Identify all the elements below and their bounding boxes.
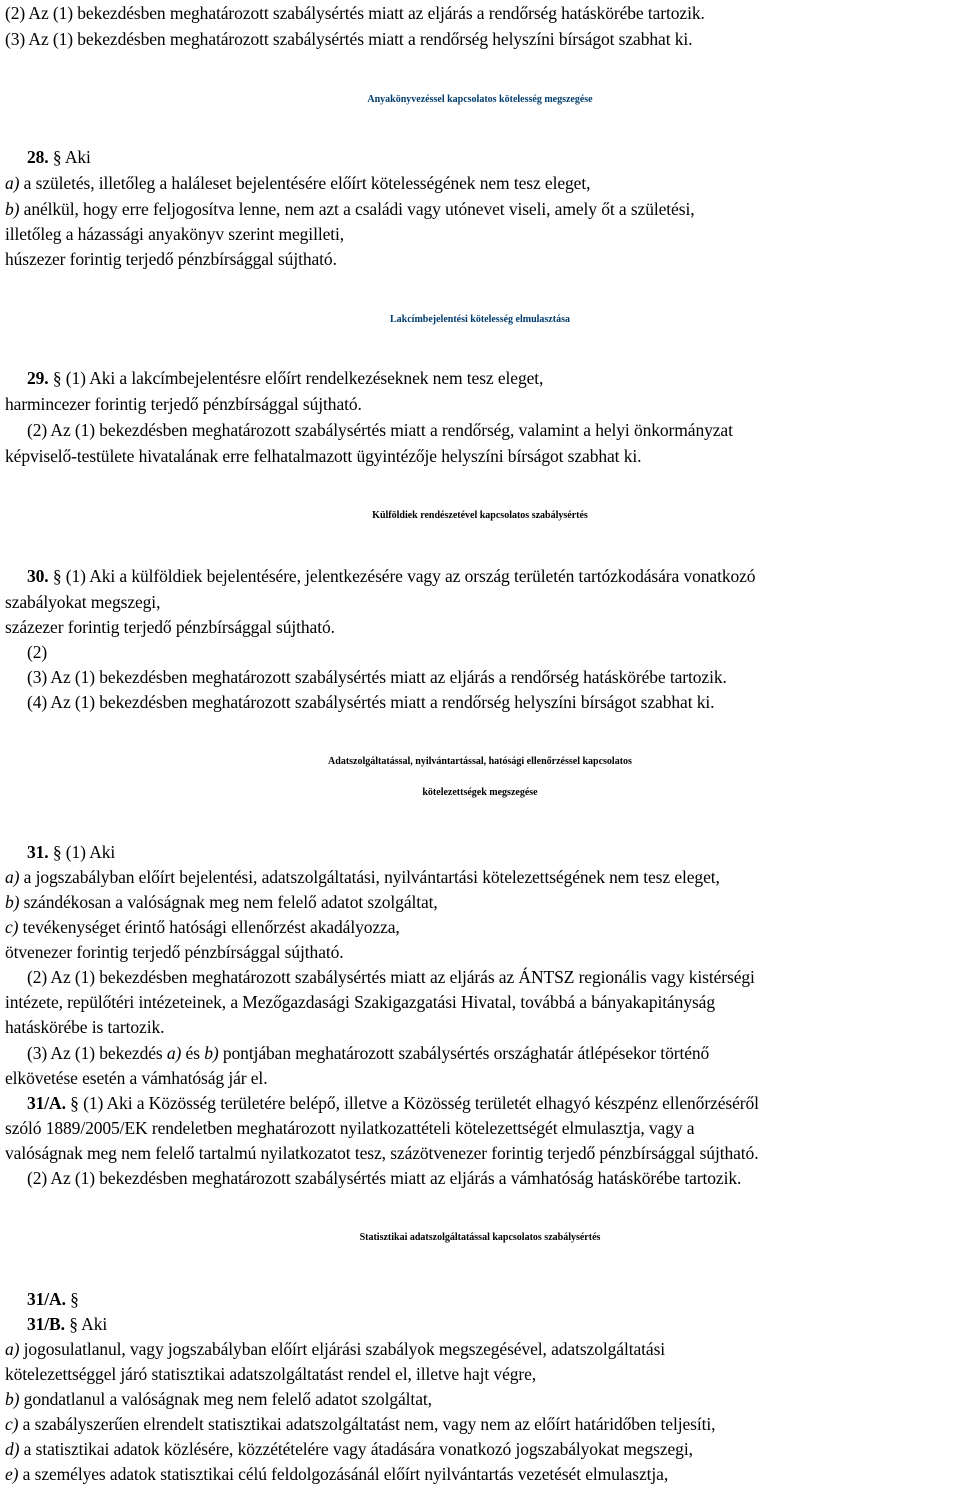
paragraph-line: (2) Az (1) bekezdésben meghatározott szabálysértés miatt az eljárás az ÁNTSZ regionális vagy kistérségi [27,967,755,987]
item-mark: b) [5,892,20,912]
section-31-line: 31. § (1) Aki [27,842,116,862]
section-heading-adatszolgaltatas: Adatszolgáltatással, nyilvántartással, hatósági ellenőrzéssel kapcsolatos [328,756,632,767]
list-item-a: a) a születés, illetőleg a haláleset bejelentésére előírt kötelességének nem tesz eleget, [5,173,591,193]
section-28-line: 28. § Aki [27,147,91,167]
paragraph-line: intézete, repülőtéri intézeteinek, a Mezőgazdasági Szakigazgatási Hivatal, továbbá a bányakapitányság [5,992,715,1012]
paragraph-line: ötvenezer forintig terjedő pénzbírsággal sújtható. [5,942,344,962]
paragraph-line: szabályokat megszegi, [5,592,161,612]
item-mark: a) [5,173,20,193]
list-item-b: b) gondatlanul a valóságnak meg nem felelő adatot szolgáltat, [5,1389,432,1409]
paragraph-line: (2) Az (1) bekezdésben meghatározott szabálysértés miatt az eljárás a rendőrség hatáskörébe tartozik. [5,3,705,23]
paragraph-line: képviselő-testülete hivatalának erre felhatalmazott ügyintézője helyszíni bírságot szabhat ki. [5,446,642,466]
list-item-e: e) a személyes adatok statisztikai célú feldolgozásánál előírt nyilvántartás vezetését elmulasztja, [5,1464,669,1484]
section-number: 28. [27,147,49,167]
section-number: 31/B. [27,1314,65,1334]
paragraph-line: (3) Az (1) bekezdésben meghatározott szabálysértés miatt a rendőrség helyszíni bírságot szabhat ki. [5,29,693,49]
paragraph-line: (2) Az (1) bekezdésben meghatározott szabálysértés miatt az eljárás a vámhatóság hatáskörébe tartozik. [27,1168,742,1188]
paragraph-line: szóló 1889/2005/EK rendeletben meghatározott nyilatkozattételi kötelezettségét elmulasztja, vagy a [5,1118,695,1138]
paragraph-line: illetőleg a házassági anyakönyv szerint megilleti, [5,224,345,244]
section-31B-line: 31/B. § Aki [27,1314,108,1334]
section-29-line: 29. § (1) Aki a lakcímbejelentésre előírt rendelkezéseknek nem tesz eleget, [27,368,544,388]
item-mark: d) [5,1439,20,1459]
paragraph-line: harmincezer forintig terjedő pénzbírsággal sújtható. [5,394,362,414]
list-item-c: c) a szabályszerűen elrendelt statisztikai adatszolgáltatást nem, vagy nem az előírt határidőben teljesíti, [5,1414,716,1434]
paragraph-line: (2) Az (1) bekezdésben meghatározott szabálysértés miatt a rendőrség, valamint a helyi önkormányzat [27,420,733,440]
section-31A-line: 31/A. § (1) Aki a Közösség területére belépő, illetve a Közösség területét elhagyó készpénz ellenőrzéséről [27,1093,759,1113]
section-heading-kulfoldiek: Külföldiek rendészetével kapcsolatos szabálysértés [372,510,588,521]
section-number: 29. [27,368,49,388]
item-mark: e) [5,1464,19,1484]
section-31A-line: 31/A. § [27,1289,79,1309]
item-mark: c) [5,1414,19,1434]
paragraph-line: valóságnak meg nem felelő tartalmú nyilatkozatot tesz, százötvenezer forintig terjedő pénzbírsággal sújtható. [5,1143,759,1163]
paragraph-line: (3) Az (1) bekezdésben meghatározott szabálysértés miatt az eljárás a rendőrség hatáskörébe tartozik. [27,667,727,687]
list-item-d: d) a statisztikai adatok közlésére, közzétételére vagy átadására vonatkozó jogszabályokat megszegi, [5,1439,693,1459]
paragraph-line: kötelezettséggel járó statisztikai adatszolgáltatást rendel el, illetve hajt végre, [5,1364,537,1384]
section-heading-statisztikai: Statisztikai adatszolgáltatással kapcsolatos szabálysértés [359,1232,601,1243]
section-heading-anyakonyvezes: Anyakönyvezéssel kapcsolatos kötelesség megszegése [367,94,593,105]
list-item-b: b) szándékosan a valóságnak meg nem felelő adatot szolgáltat, [5,892,438,912]
item-mark: a) [5,1339,20,1359]
section-number: 31/A. [27,1093,66,1113]
section-heading-adatszolgaltatas-line2: kötelezettségek megszegése [422,787,538,798]
item-mark: a) [5,867,20,887]
section-number: 31/A. [27,1289,66,1309]
list-item-b: b) anélkül, hogy erre feljogosítva lenne, nem azt a családi vagy utónevet viseli, amely őt a születési, [5,199,695,219]
section-heading-lakcim: Lakcímbejelentési kötelesség elmulasztása [390,314,570,325]
paragraph-line: százezer forintig terjedő pénzbírsággal sújtható. [5,617,335,637]
paragraph-line: (4) Az (1) bekezdésben meghatározott szabálysértés miatt a rendőrség helyszíni bírságot szabhat ki. [27,692,715,712]
paragraph-line: húszezer forintig terjedő pénzbírsággal sújtható. [5,249,337,269]
list-item-c: c) tevékenységet érintő hatósági ellenőrzést akadályozza, [5,917,400,937]
section-number: 31. [27,842,49,862]
section-30-line: 30. § (1) Aki a külföldiek bejelentésére, jelentkezésére vagy az ország területén tartózkodására vonatkozó [27,566,756,586]
paragraph-line: hatáskörébe is tartozik. [5,1017,165,1037]
paragraph-line: elkövetése esetén a vámhatóság jár el. [5,1068,268,1088]
item-mark: c) [5,917,19,937]
item-mark: b) [5,199,20,219]
list-item-a: a) a jogszabályban előírt bejelentési, adatszolgáltatási, nyilvántartási kötelezettségének nem tesz eleget, [5,867,720,887]
paragraph-line: (3) Az (1) bekezdés a) és b) pontjában meghatározott szabálysértés országhatár átlépésekor történő [27,1043,710,1063]
section-number: 30. [27,566,49,586]
list-item-a: a) jogosulatlanul, vagy jogszabályban előírt eljárási szabályok megszegésével, adatszolgáltatási [5,1339,666,1359]
paragraph-line: (2) [27,642,48,662]
item-mark: b) [5,1389,20,1409]
